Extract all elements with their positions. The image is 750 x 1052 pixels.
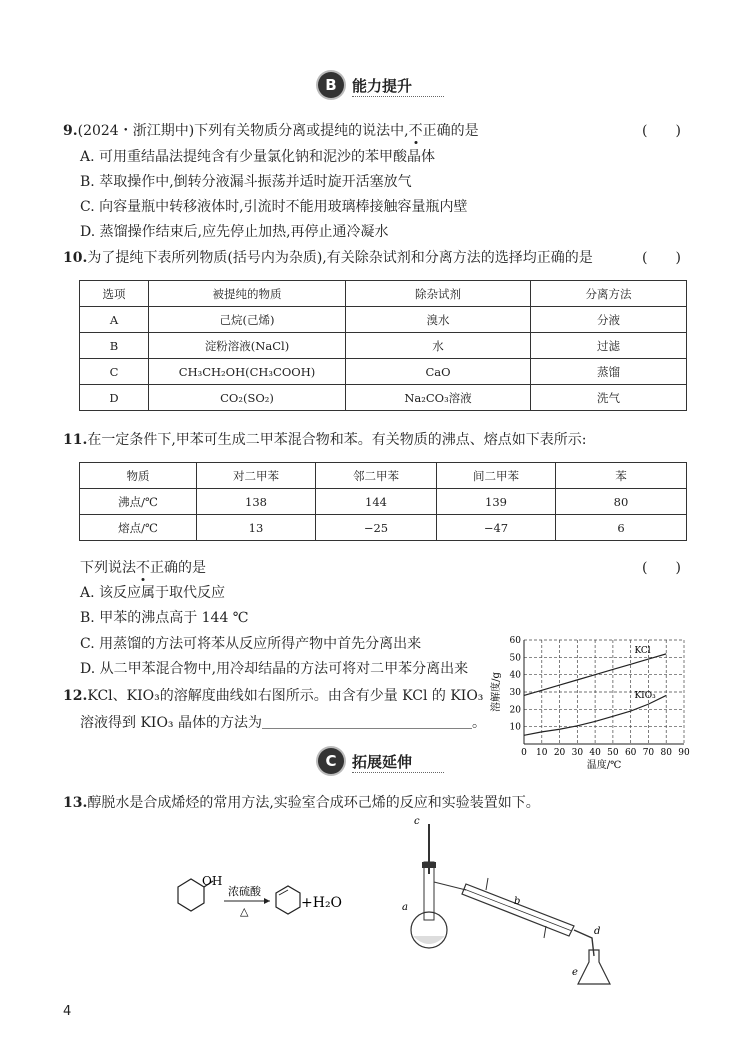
flask-liquid [413,936,445,944]
q11-option-d: D. 从二甲苯混合物中,用冷却结晶的方法可将对二甲苯分离出来 [80,661,469,677]
x-tick-label: 0 [521,748,527,758]
q11-sub-a: 下列说法 [80,560,136,576]
q9-option-b: B. 萃取操作中,倒转分液漏斗振荡并适时旋开活塞放气 [80,174,412,190]
label-b: b [514,896,521,907]
q9-stem-b: 正确的是 [422,123,479,139]
y-tick-label: 30 [509,688,521,698]
q9-number: 9. [63,123,78,139]
q12-line1-text: KCl、KIO₃的溶解度曲线如右图所示。由含有少量 KCl 的 KIO₃ [87,688,484,704]
q12-line2 [80,712,486,732]
table-header: 邻二甲苯 [316,463,437,489]
table-row [80,333,687,359]
q11-sub-b: 正确的是 [150,560,206,576]
label-d: d [594,926,601,937]
x-tick-label: 70 [642,748,655,758]
table-cell: 分液 [531,307,687,333]
section-b-title: 能力提升 [352,76,413,95]
series-label-kio3: KIO₃ [634,691,656,702]
oh-label: OH [202,874,223,888]
x-tick-label: 20 [553,748,566,758]
table-cell: −25 [316,515,437,541]
table-row [80,359,687,385]
q12-number: 12. [63,688,88,704]
q11-sub-mark: 不 [136,560,150,576]
table-header: 对二甲苯 [197,463,316,489]
y-axis-title: 溶解度/g [491,672,502,712]
table-cell: CaO [346,359,531,385]
section-b-badge: B [318,72,344,98]
q13-stem [63,792,540,812]
section-c-underline [352,772,444,773]
table-row [80,281,687,307]
table-cell: 144 [316,489,437,515]
x-axis-title: 温度/℃ [586,760,622,771]
q11-option-c: C. 用蒸馏的方法可将苯从反应所得产物中首先分离出来 [80,636,422,652]
table-cell: 己烷(己烯) [149,307,346,333]
reaction-scheme [158,865,358,925]
table-header: 被提纯的物质 [149,281,346,307]
table-cell: Na₂CO₃溶液 [346,385,531,411]
water-outlet [486,878,488,890]
x-tick-label: 50 [607,748,619,758]
table-header: 分离方法 [531,281,687,307]
q9-answer-paren: ( ) [642,123,681,139]
table-row [80,385,687,411]
q11-answer-paren: ( ) [642,560,681,576]
x-tick-label: 60 [624,748,637,758]
x-tick-label: 10 [536,748,548,758]
table-cell: 淀粉溶液(NaCl) [149,333,346,359]
q9-stem [63,120,479,140]
x-tick-label: 40 [589,748,601,758]
table-header: 间二甲苯 [437,463,556,489]
q9-option-d: D. 蒸馏操作结束后,应先停止加热,再停止通冷凝水 [80,224,389,240]
condition-label: △ [240,905,249,918]
water-product: +H₂O [301,895,343,911]
table-cell: CO₂(SO₂) [149,385,346,411]
table-cell: 13 [197,515,316,541]
q9-stem-a: (2024・浙江期中)下列有关物质分离或提纯的说法中, [77,123,409,139]
q9-option-a: A. 可用重结晶法提纯含有少量氯化钠和泥沙的苯甲酸晶体 [80,149,436,165]
label-a: a [402,902,408,913]
q9-option-c: C. 向容量瓶中转移液体时,引流时不能用玻璃棒接触容量瓶内壁 [80,199,468,215]
q11-stem [63,429,587,449]
q12-line1 [63,685,483,705]
page-number: 4 [63,1004,72,1019]
q11-table [79,462,687,541]
table-cell: 80 [556,489,687,515]
section-b-header [318,72,412,98]
table-header: 物质 [80,463,197,489]
q11-number: 11. [63,432,88,448]
q9-stem-mark: 不 [408,123,423,139]
table-header: 选项 [80,281,149,307]
q10-table [79,280,687,411]
distillation-apparatus [396,812,626,990]
table-row [80,307,687,333]
table-cell: 蒸馏 [531,359,687,385]
series-label-kcl: KCl [634,646,651,657]
section-c-title: 拓展延伸 [352,752,413,771]
q10-stem-text: 为了提纯下表所列物质(括号内为杂质),有关除杂试剂和分离方法的选择均正确的是 [87,250,593,266]
side-arm [434,882,466,890]
table-cell: 139 [437,489,556,515]
table-cell: 沸点/℃ [80,489,197,515]
table-cell: CH₃CH₂OH(CH₃COOH) [149,359,346,385]
table-cell: 水 [346,333,531,359]
q11-option-a: A. 该反应属于取代反应 [80,585,226,601]
section-c-badge: C [318,748,344,774]
table-cell: 洗气 [531,385,687,411]
table-cell: D [80,385,149,411]
q13-stem-text: 醇脱水是合成烯烃的常用方法,实验室合成环己烯的反应和实验装置如下。 [87,795,540,811]
table-cell: 138 [197,489,316,515]
section-b-underline [352,96,444,97]
y-tick-label: 60 [509,636,521,646]
table-cell: 溴水 [346,307,531,333]
section-c-header [318,748,412,774]
q12-line2-text: 溶液得到 KIO₃ 晶体的方法为 [80,715,262,731]
cyclohexanol-ring [178,879,204,911]
q11-sub-stem [80,557,206,577]
adapter [574,930,594,956]
q10-number: 10. [63,250,88,266]
table-cell: A [80,307,149,333]
arrow-head [264,898,270,904]
table-header: 除杂试剂 [346,281,531,307]
x-tick-label: 30 [571,748,584,758]
water-inlet [544,926,546,938]
table-row [80,489,687,515]
table-cell: 熔点/℃ [80,515,197,541]
table-row [80,515,687,541]
q10-answer-paren: ( ) [642,250,681,266]
reagent-label: 浓硫酸 [228,885,261,898]
y-tick-label: 40 [509,670,521,681]
table-cell: B [80,333,149,359]
q12-answer-blank[interactable]: ＿＿＿＿＿＿＿＿＿＿＿＿＿＿＿。 [261,715,486,731]
solubility-chart [488,630,698,778]
y-tick-label: 50 [509,653,521,664]
label-c: c [414,816,420,827]
table-cell: −47 [437,515,556,541]
stopper [422,862,436,868]
label-e: e [572,967,578,978]
q10-stem [63,247,593,267]
table-cell: 6 [556,515,687,541]
y-tick-label: 10 [509,722,521,733]
q13-number: 13. [63,795,88,811]
table-header: 苯 [556,463,687,489]
table-cell: C [80,359,149,385]
table-cell: 过滤 [531,333,687,359]
table-row [80,463,687,489]
q11-option-b: B. 甲苯的沸点高于 144 ℃ [80,610,249,626]
q11-stem-text: 在一定条件下,甲苯可生成二甲苯混合物和苯。有关物质的沸点、熔点如下表所示: [87,432,587,448]
x-tick-label: 90 [678,748,690,758]
x-tick-label: 80 [660,748,672,758]
y-tick-label: 20 [509,705,521,716]
